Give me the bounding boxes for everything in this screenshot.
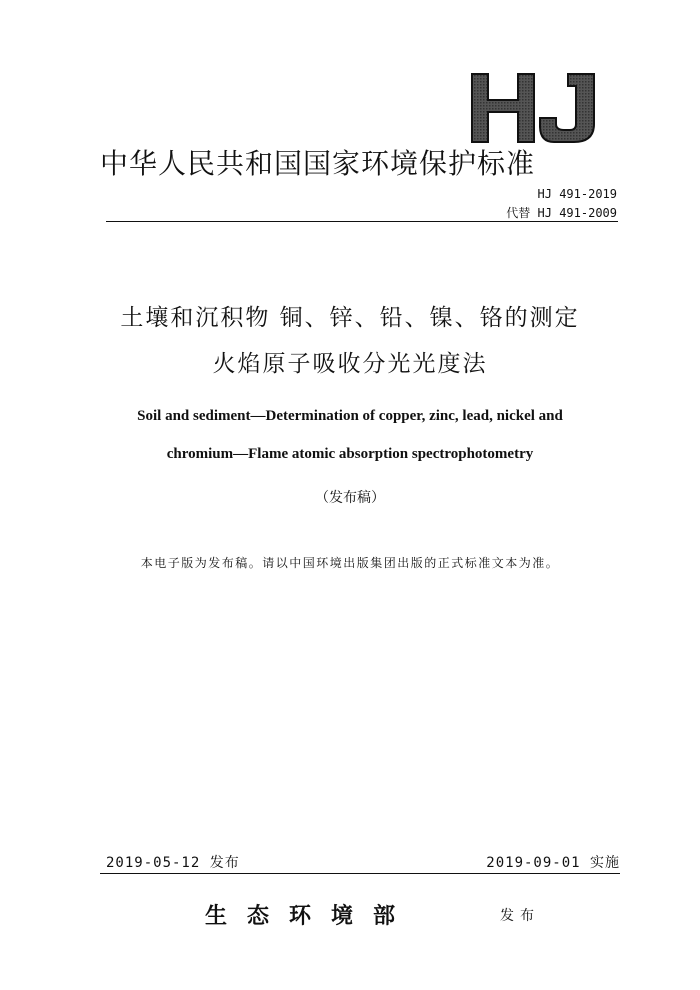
issue-date: 2019-05-12 发布 [106, 855, 240, 871]
organization-name: 中华人民共和国国家环境保护标准 [100, 147, 536, 180]
top-divider [106, 221, 618, 222]
title-english-line-1: Soil and sediment—Determination of copper, zinc, lead, nickel and [137, 408, 563, 424]
title-chinese-line-2: 火焰原子吸收分光光度法 [212, 351, 488, 377]
replaced-standard-number: 代替 HJ 491-2009 [506, 206, 617, 220]
draft-label: （发布稿） [315, 490, 385, 506]
issuing-authority-suffix: 发布 [500, 908, 540, 924]
electronic-version-notice: 本电子版为发布稿。请以中国环境出版集团出版的正式标准文本为准。 [140, 556, 560, 570]
title-english-line-2: chromium—Flame atomic absorption spectrophotometry [166, 446, 534, 462]
issuing-authority: 生态环境部 [205, 903, 416, 929]
standard-number: HJ 491-2019 [537, 187, 617, 201]
implementation-date: 2019-09-01 实施 [486, 855, 620, 871]
title-chinese-line-1: 土壤和沉积物 铜、锌、铅、镍、铬的测定 [120, 305, 580, 331]
bottom-divider [100, 873, 620, 874]
hj-logo [468, 72, 600, 144]
